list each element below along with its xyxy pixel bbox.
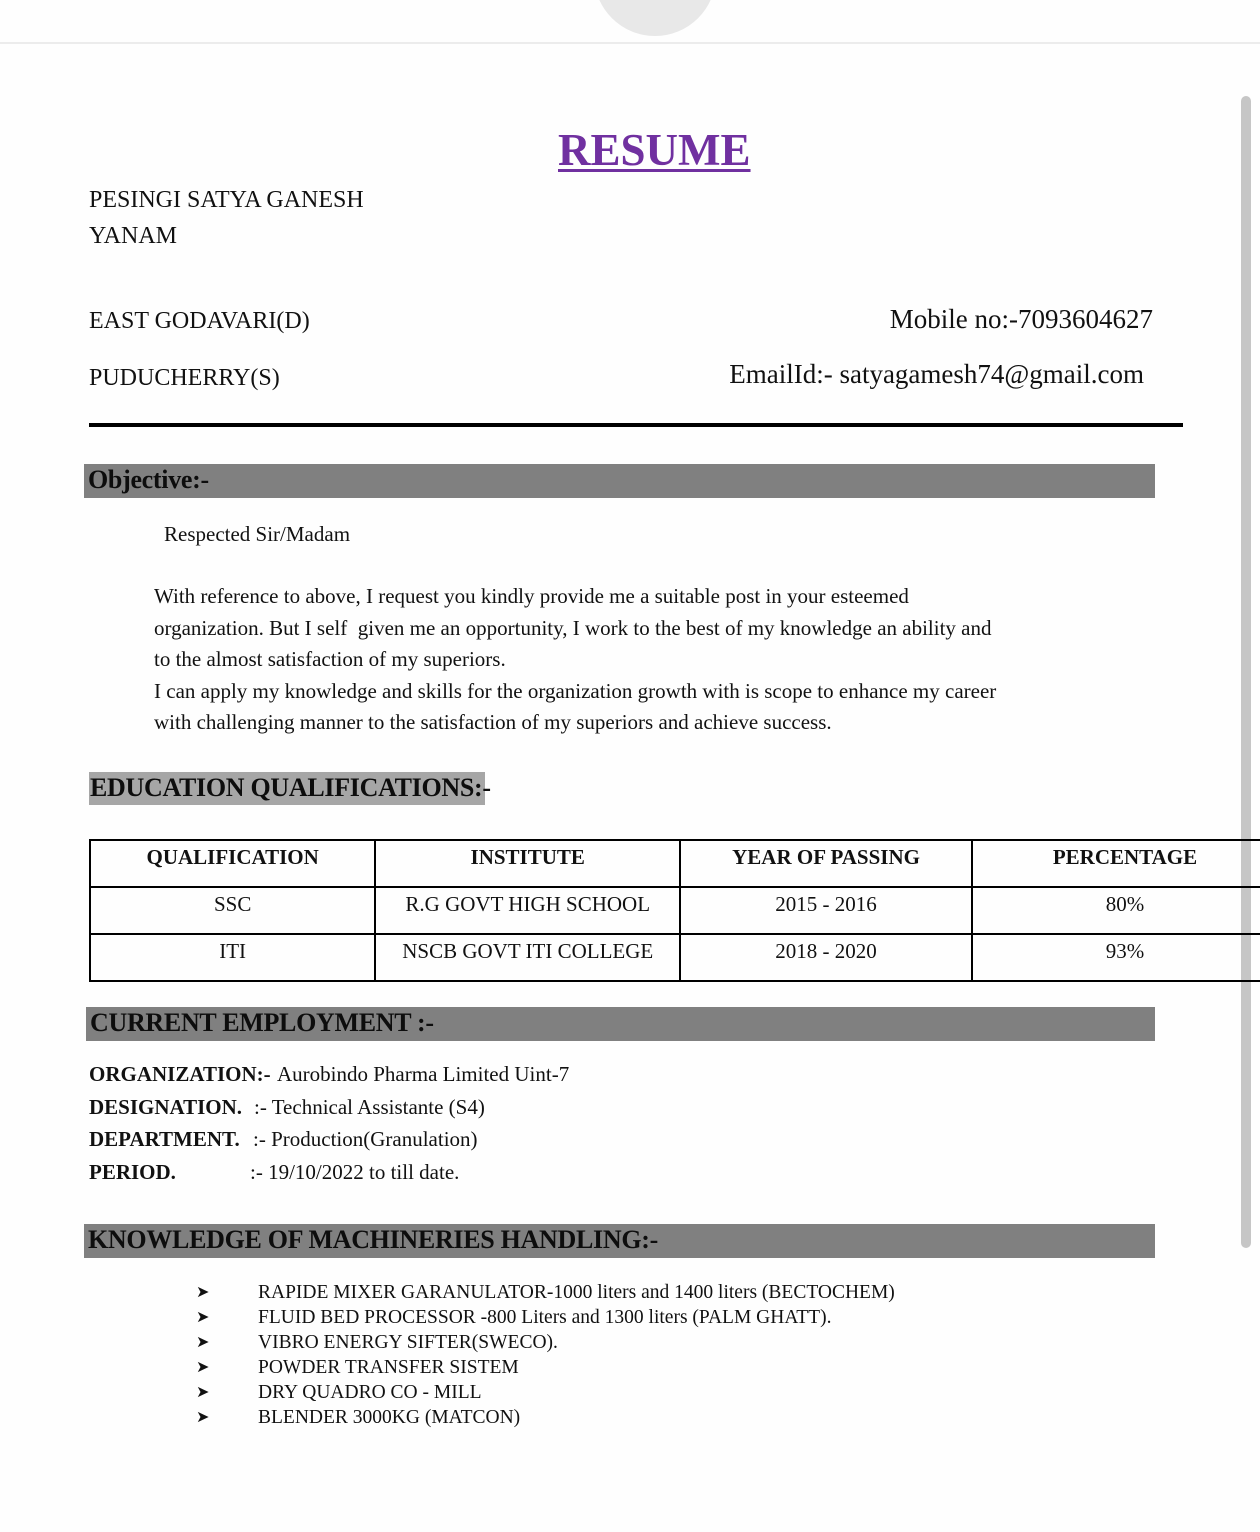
- address-line-state: PUDUCHERRY(S): [89, 365, 280, 391]
- period-value: :- 19/10/2022 to till date.: [250, 1160, 460, 1184]
- objective-line: to the almost satisfaction of my superiors.: [154, 647, 506, 671]
- cell-percentage: 93%: [972, 934, 1260, 981]
- objective-heading: Objective:-: [88, 465, 209, 494]
- cell-qualification: ITI: [90, 934, 375, 981]
- vertical-scrollbar[interactable]: [1241, 96, 1251, 1248]
- column-header-percentage: PERCENTAGE: [972, 840, 1260, 887]
- cell-qualification: SSC: [90, 887, 375, 934]
- cell-year: 2018 - 2020: [680, 934, 972, 981]
- arrowhead-bullet-icon: ➤: [196, 1284, 210, 1301]
- cell-institute: NSCB GOVT ITI COLLEGE: [375, 934, 680, 981]
- objective-line: I can apply my knowledge and skills for the organization growth with is scope to enhance my career: [154, 678, 997, 703]
- arrowhead-bullet-icon: ➤: [196, 1409, 210, 1426]
- column-header-year: YEAR OF PASSING: [680, 840, 972, 887]
- arrowhead-bullet-icon: ➤: [196, 1359, 210, 1376]
- machine-name: VIBRO ENERGY SIFTER(SWECO).: [258, 1332, 558, 1353]
- objective-greeting: Respected Sir/Madam: [164, 522, 351, 546]
- machinery-heading-bar: [84, 1224, 1155, 1258]
- document-title: RESUME: [558, 125, 751, 175]
- arrowhead-bullet-icon: ➤: [196, 1309, 210, 1326]
- education-heading-bar: [89, 772, 491, 805]
- table-header-row: [90, 840, 1260, 887]
- department-value: :- Production(Granulation): [253, 1127, 478, 1151]
- arrowhead-bullet-icon: ➤: [196, 1384, 210, 1401]
- column-header-institute: INSTITUTE: [375, 840, 680, 887]
- machinery-heading: KNOWLEDGE OF MACHINERIES HANDLING:-: [88, 1225, 658, 1254]
- objective-line: organization. But I self given me an opportunity, I work to the best of my knowledge an ability and: [154, 615, 992, 640]
- table-row: [90, 934, 1260, 981]
- department-label: DEPARTMENT.: [89, 1127, 240, 1151]
- email-id: EmailId:- satyagamesh74@gmail.com: [729, 359, 1144, 389]
- header-divider: [89, 423, 1183, 427]
- machine-name: DRY QUADRO CO - MILL: [258, 1382, 482, 1403]
- column-header-qualification: QUALIFICATION: [90, 840, 375, 887]
- education-table: [89, 839, 1260, 982]
- mobile-number: Mobile no:-7093604627: [889, 304, 1153, 334]
- address-line-district: EAST GODAVARI(D): [89, 308, 310, 334]
- candidate-name: PESINGI SATYA GANESH: [89, 187, 364, 213]
- arrowhead-bullet-icon: ➤: [196, 1334, 210, 1351]
- organization-value: Aurobindo Pharma Limited Uint-7: [277, 1062, 570, 1086]
- objective-paragraph: [154, 581, 1154, 739]
- employment-heading: CURRENT EMPLOYMENT :-: [90, 1008, 434, 1037]
- machine-name: RAPIDE MIXER GARANULATOR-1000 liters and 1400 liters (BECTOCHEM): [258, 1282, 895, 1303]
- designation-label: DESIGNATION.: [89, 1095, 243, 1119]
- objective-line: With reference to above, I request you kindly provide me a suitable post in your esteemed: [154, 584, 909, 608]
- cell-institute: R.G GOVT HIGH SCHOOL: [375, 887, 680, 934]
- objective-line: with challenging manner to the satisfaction of my superiors and achieve success.: [154, 710, 832, 734]
- employment-heading-bar: [86, 1007, 1155, 1041]
- cell-percentage: 80%: [972, 887, 1260, 934]
- machine-name: FLUID BED PROCESSOR -800 Liters and 1300 liters (PALM GHATT).: [258, 1307, 832, 1328]
- education-heading: EDUCATION QUALIFICATIONS:-: [90, 773, 491, 802]
- machine-name: POWDER TRANSFER SISTEM: [258, 1357, 519, 1378]
- table-row: [90, 887, 1260, 934]
- cell-year: 2015 - 2016: [680, 887, 972, 934]
- period-label: PERIOD.: [89, 1160, 176, 1184]
- viewer-top-bar: [0, 0, 1260, 44]
- pull-down-handle[interactable]: [594, 0, 716, 36]
- machine-name: BLENDER 3000KG (MATCON): [258, 1407, 521, 1428]
- designation-value: :- Technical Assistante (S4): [254, 1095, 485, 1119]
- organization-label: ORGANIZATION:-: [89, 1062, 271, 1086]
- objective-heading-bar: [84, 464, 1155, 498]
- address-line-town: YANAM: [89, 223, 178, 249]
